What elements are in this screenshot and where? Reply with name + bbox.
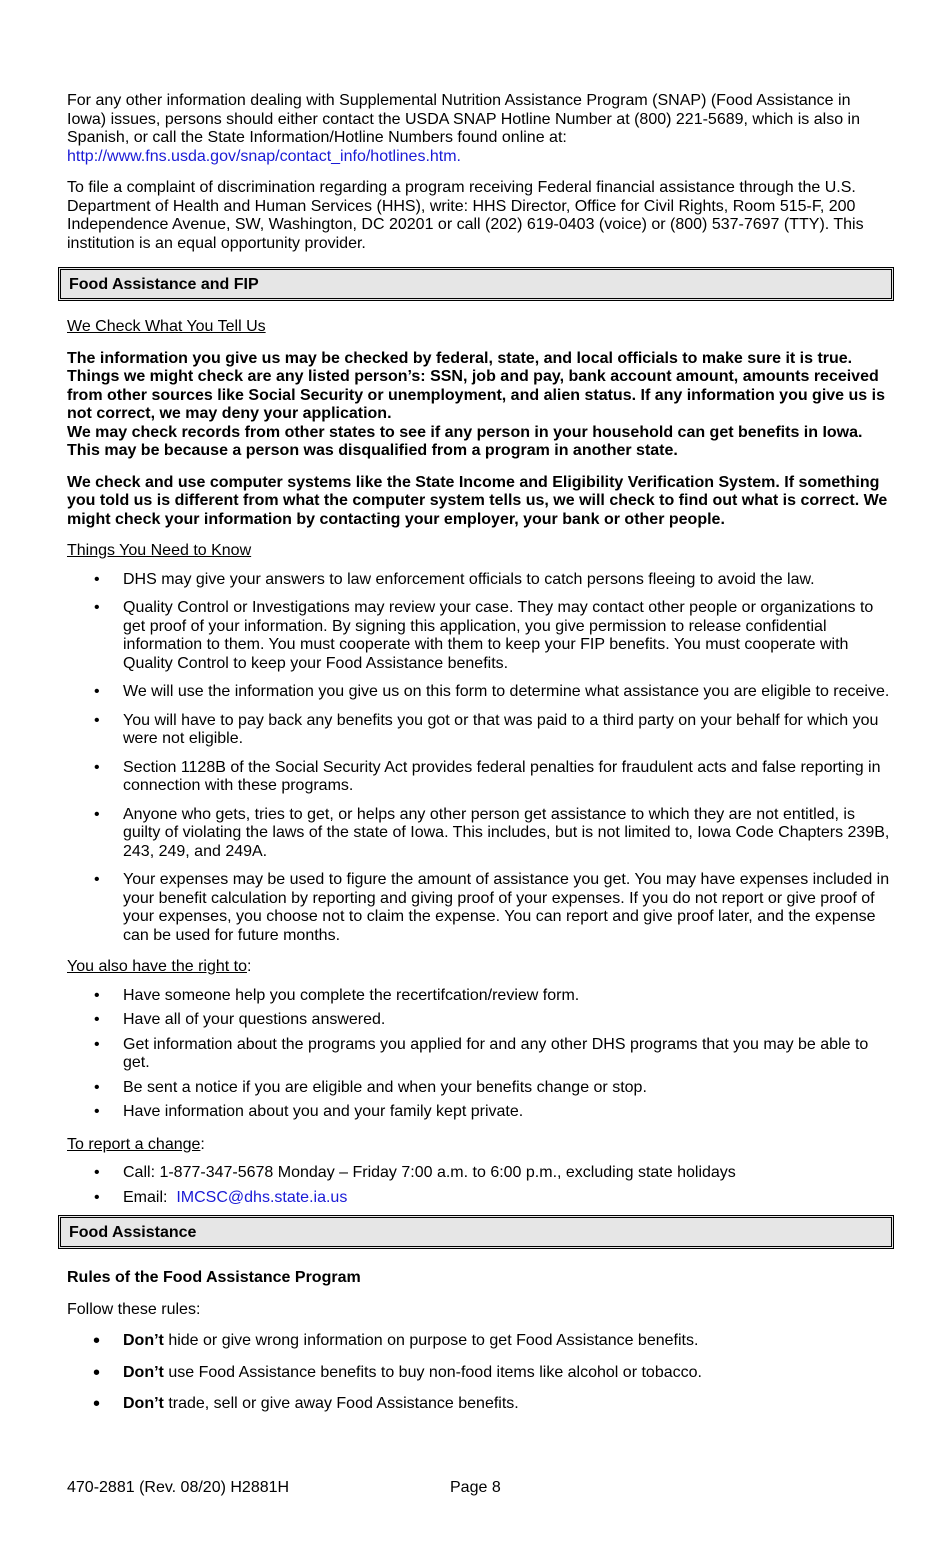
bullet-icon: • (94, 683, 100, 700)
report-change-heading-line: To report a change: (67, 1135, 205, 1153)
section-header-food-assistance: Food Assistance (58, 1215, 894, 1249)
list-item: • Anyone who gets, tries to get, or helps any other person get assistance to which they are not entitled, is guilty of violating the laws of the state of Iowa. This includes, but is not limited to, Iowa Code Chapters 239B, 243, 249, and 249A. (94, 805, 890, 860)
snap-info-text: For any other information dealing with Supplemental Nutrition Assistance Program (SNAP) (Food Assistance in Iowa) issues, persons should either contact the USDA SNAP Hotline Number at (800) 221-5689, which is also in Spanish, or call the State Information/Hotline Numbers found online at: (67, 92, 860, 146)
we-check-heading: We Check What You Tell Us (67, 318, 266, 335)
list-item: • Have all of your questions answered. (94, 1011, 386, 1028)
things-to-know-heading: Things You Need to Know (67, 542, 252, 559)
list-item: • Don’t use Food Assistance benefits to buy non-food items like alcohol or tobacco. (93, 1361, 702, 1384)
bullet-icon: • (94, 758, 100, 776)
check-bold-paragraph-3: We check and use computer systems like the State Income and Eligibility Verification System. If something you told us is different from what the computer system tells us, we will check to find out what is correct. We might check your information by contacting your employer, your bank or other people. (67, 473, 888, 528)
bullet-icon: • (94, 599, 100, 616)
report-email-link[interactable]: IMCSC@dhs.state.ia.us (176, 1188, 348, 1206)
rules-heading: Rules of the Food Assistance Program (67, 1269, 361, 1286)
bullet-icon: • (94, 1035, 100, 1053)
list-item (67, 1189, 892, 1208)
list-item: • We will use the information you give us on this form to determine what assistance you are eligible to receive. (94, 683, 890, 700)
report-call-text: Call: 1-877-347-5678 Monday – Friday 7:00 a.m. to 6:00 p.m., excluding state holidays (123, 1164, 736, 1181)
page-number: Page 8 (450, 1479, 501, 1496)
bullet-icon: • (94, 1011, 100, 1028)
section-header-food-assistance-fip: Food Assistance and FIP (58, 267, 894, 301)
report-change-list (67, 1164, 892, 1207)
list-item: • Be sent a notice if you are eligible and when your benefits change or stop. (94, 1078, 647, 1096)
rules-list (67, 1332, 892, 1414)
bullet-icon: • (94, 1078, 100, 1096)
list-item: • You will have to pay back any benefits you got or that was paid to a third party on your behalf for which you were not eligible. (94, 711, 879, 747)
bullet-icon: • (94, 986, 100, 1004)
bullet-icon: • (93, 1330, 101, 1352)
list-item: • Get information about the programs you applied for and any other DHS programs that you may be able to get. (94, 1035, 869, 1071)
list-item: • Have information about you and your family kept private. (94, 1103, 524, 1120)
bullet-icon: • (94, 1103, 100, 1120)
snap-hotlines-link[interactable]: http://www.fns.usda.gov/snap/contact_info/hotlines.htm. (67, 147, 461, 165)
rights-heading: You also have the right to (67, 958, 247, 975)
snap-info-paragraph (67, 92, 892, 166)
list-item: • Don’t trade, sell or give away Food Assistance benefits. (93, 1393, 519, 1415)
list-item (67, 1164, 892, 1183)
report-change-heading: To report a change (67, 1135, 201, 1153)
check-bold-paragraph-2: We may check records from other states to see if any person in your household can get benefits in Iowa. This may be because a person was disqualified from a program in another state. (67, 423, 863, 459)
page-footer (67, 1479, 887, 1499)
things-to-know-list (67, 571, 892, 946)
list-item: • DHS may give your answers to law enforcement officials to catch persons fleeing to avoid the law. (94, 570, 815, 588)
report-email-label: Email: (123, 1188, 168, 1206)
bullet-icon: • (94, 871, 100, 888)
bullet-icon: • (94, 570, 100, 588)
list-item: • Quality Control or Investigations may review your case. They may contact other people or organizations to get proof of your information. By signing this application, you give permission to release confidential information to them. You must cooperate with them to keep your FIP benefits. You must cooperate with Quality Control to keep your Food Assistance benefits. (94, 599, 874, 672)
rights-list (67, 987, 892, 1122)
check-bold-paragraph-1: The information you give us may be checked by federal, state, and local officials to make sure it is true. Things we might check are any listed person’s: SSN, job and pay, bank account amount, amounts received from other sources like Social Security or unemployment, and alien status. If any information you give us is not correct, we may deny your application. (67, 349, 885, 422)
list-item: • Have someone help you complete the recertifcation/review form. (94, 986, 580, 1004)
bullet-icon: • (93, 1361, 101, 1384)
follow-rules-text: Follow these rules: (67, 1300, 201, 1318)
bullet-icon: • (94, 711, 100, 729)
list-item: • Don’t hide or give wrong information on purpose to get Food Assistance benefits. (93, 1330, 699, 1352)
rights-heading-line: You also have the right to: (67, 958, 252, 975)
bullet-icon: • (93, 1393, 101, 1415)
bullet-icon: • (94, 1188, 100, 1206)
bullet-icon: • (94, 805, 100, 823)
form-number: 470-2881 (Rev. 08/20) H2881H (67, 1479, 290, 1496)
list-item: • Your expenses may be used to figure the amount of assistance you get. You may have expenses included in your benefit calculation by reporting and giving proof of your expenses. If you do not report or give proof of your expenses, you choose not to claim the expense. You can report and give proof later, and the expense can be used for future months. (94, 871, 890, 944)
bullet-icon: • (94, 1164, 100, 1181)
hhs-complaint-paragraph: To file a complaint of discrimination regarding a program receiving Federal financial assistance through the U.S. Department of Health and Human Services (HHS), write: HHS Director, Office for Civil Rights, Room 515-F, 200 Independence Avenue, SW, Washington, DC 20201 or call (202) 619-0403 (voice) or (800) 537-7697 (TTY). This institution is an equal opportunity provider. (67, 179, 864, 252)
list-item: • Section 1128B of the Social Security Act provides federal penalties for fraudulent acts and false reporting in connection with these programs. (94, 758, 881, 794)
